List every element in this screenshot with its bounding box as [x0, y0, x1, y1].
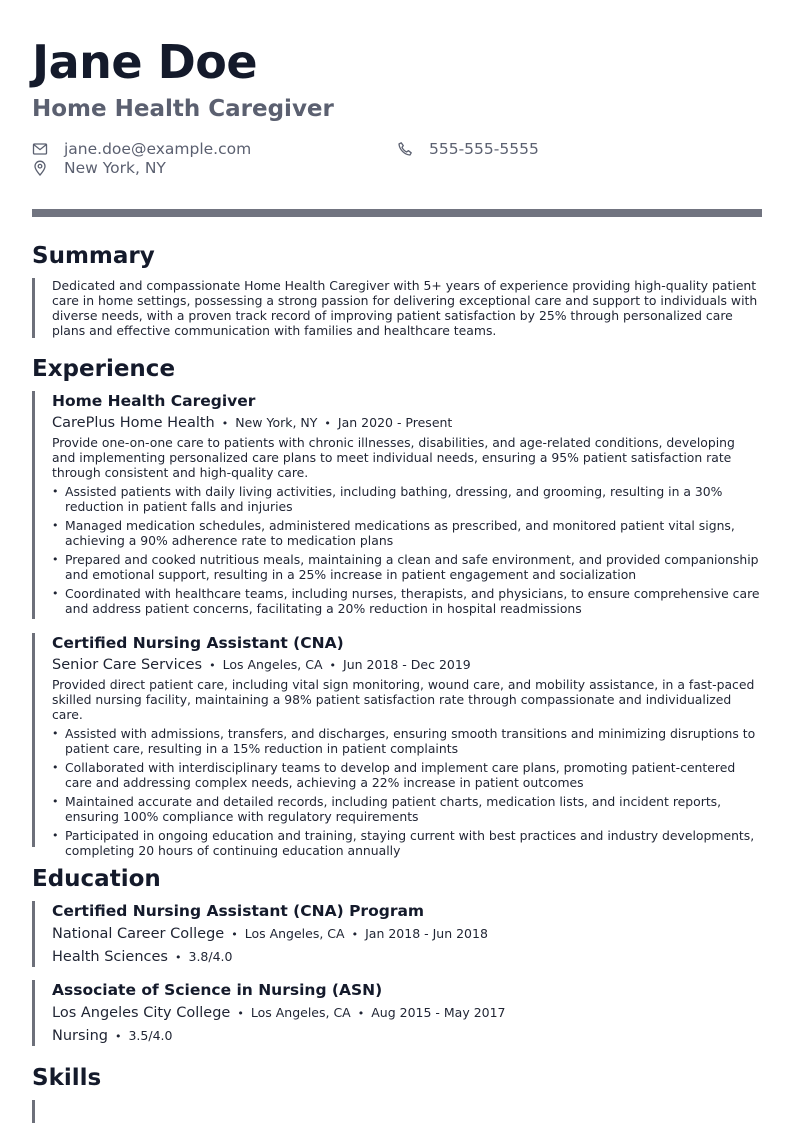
achievement-list	[52, 726, 762, 858]
email-text[interactable]: jane.doe@example.com	[64, 140, 252, 158]
summary-block	[32, 278, 762, 338]
list-item: • Managed medication schedules, administered medications as prescribed, and monitored patient vital signs, achieving a 90% adherence rate to medication plans	[52, 518, 762, 548]
school-name: Los Angeles City College	[52, 1005, 231, 1021]
job-dates: Jun 2018 - Dec 2019	[343, 657, 471, 672]
separator-dot: •	[175, 951, 182, 964]
phone-icon	[397, 141, 413, 157]
company-name: CarePlus Home Health	[52, 415, 215, 431]
list-item: • Maintained accurate and detailed records, including patient charts, medication lists, and incident reports, ensuring 100% compliance with regulatory requirements	[52, 794, 762, 824]
gpa: 3.5/4.0	[128, 1028, 173, 1043]
job-description: Provide one-on-one care to patients with chronic illnesses, disabilities, and age-related conditions, developing and implementing personalized care plans to meet individual needs, ensuring a 95% patient satisfaction rate through consistent and high-quality care.	[52, 435, 735, 480]
list-item: • Assisted with admissions, transfers, and discharges, ensuring smooth transitions and minimizing disruptions to patient care, resulting in a 15% reduction in patient complaints	[52, 726, 762, 756]
list-item: • Assisted patients with daily living activities, including bathing, dressing, and grooming, resulting in a 30% reduction in patient falls and injuries	[52, 484, 762, 514]
school-line	[52, 1004, 762, 1023]
experience-entry	[32, 633, 762, 858]
school-location: Los Angeles, CA	[250, 1005, 351, 1020]
separator-dot: •	[231, 928, 238, 941]
school-location: Los Angeles, CA	[244, 926, 345, 941]
skills-heading: Skills	[32, 1065, 102, 1091]
experience-entry	[32, 391, 762, 619]
separator-dot: •	[324, 417, 331, 430]
field-of-study: Nursing	[52, 1028, 108, 1044]
job-headline: Home Health Caregiver	[32, 96, 334, 122]
separator-dot: •	[329, 659, 337, 672]
education-heading: Education	[32, 866, 161, 892]
candidate-name: Jane Doe	[32, 35, 258, 89]
job-title: Certified Nursing Assistant (CNA)	[52, 634, 344, 652]
separator-dot: •	[237, 1007, 244, 1020]
company-name: Senior Care Services	[52, 657, 203, 673]
job-meta	[52, 414, 762, 433]
job-location: New York, NY	[235, 415, 318, 430]
skills-block	[32, 1100, 762, 1123]
education-entry	[32, 901, 762, 967]
separator-dot: •	[221, 417, 229, 430]
school-name: National Career College	[52, 926, 225, 942]
school-dates: Jan 2018 - Jun 2018	[365, 926, 488, 941]
list-item: • Participated in ongoing education and training, staying current with best practices and industry developments, completing 20 hours of continuing education annually	[52, 828, 762, 858]
field-line	[52, 1027, 762, 1046]
education-entry	[32, 980, 762, 1046]
separator-dot: •	[209, 659, 216, 672]
list-item: • Collaborated with interdisciplinary teams to develop and implement care plans, promoting patient-centered care and addressing complex needs, achieving a 22% increase in patient outcomes	[52, 760, 762, 790]
job-meta	[52, 656, 762, 675]
achievement-list	[52, 484, 762, 616]
list-item: • Prepared and cooked nutritious meals, maintaining a clean and safe environment, and provided companionship and emotional support, resulting in a 25% increase in patient engagement and socialization	[52, 552, 762, 582]
field-of-study: Health Sciences	[52, 949, 168, 965]
header-divider	[32, 209, 762, 217]
envelope-icon	[32, 141, 48, 157]
gpa: 3.8/4.0	[188, 949, 233, 964]
job-description: Provided direct patient care, including vital sign monitoring, wound care, and mobility assistance, in a fast-paced skilled nursing facility, maintaining a 98% patient satisfaction rate through compassionate and individualized care.	[52, 677, 755, 722]
experience-heading: Experience	[32, 356, 176, 382]
separator-dot: •	[357, 1007, 365, 1020]
summary-text: Dedicated and compassionate Home Health Caregiver with 5+ years of experience providing high-quality patient care in home settings, possessing a strong passion for delivering exceptional care and support to individuals with diverse needs, with a proven track record of improving patient satisfaction by 25% through personalized care plans and effective communication with families and healthcare teams.	[52, 278, 758, 338]
school-line	[52, 925, 762, 944]
phone-text[interactable]: 555-555-5555	[429, 140, 539, 158]
job-dates: Jan 2020 - Present	[337, 415, 453, 430]
summary-heading: Summary	[32, 243, 155, 269]
contact-phone[interactable]	[397, 139, 539, 159]
location-text: New York, NY	[64, 159, 166, 177]
contact-location	[32, 158, 166, 178]
job-title: Home Health Caregiver	[52, 392, 256, 410]
map-pin-icon	[32, 160, 48, 176]
list-item: • Coordinated with healthcare teams, including nurses, therapists, and physicians, to ensure comprehensive care and address patient concerns, facilitating a 20% reduction in hospital readmissions	[52, 586, 762, 616]
field-line	[52, 948, 762, 967]
degree-title: Associate of Science in Nursing (ASN)	[52, 981, 383, 999]
job-location: Los Angeles, CA	[222, 657, 323, 672]
contact-email[interactable]	[32, 139, 251, 159]
separator-dot: •	[114, 1030, 122, 1043]
degree-title: Certified Nursing Assistant (CNA) Program	[52, 902, 425, 920]
separator-dot: •	[351, 928, 359, 941]
school-dates: Aug 2015 - May 2017	[371, 1005, 506, 1020]
